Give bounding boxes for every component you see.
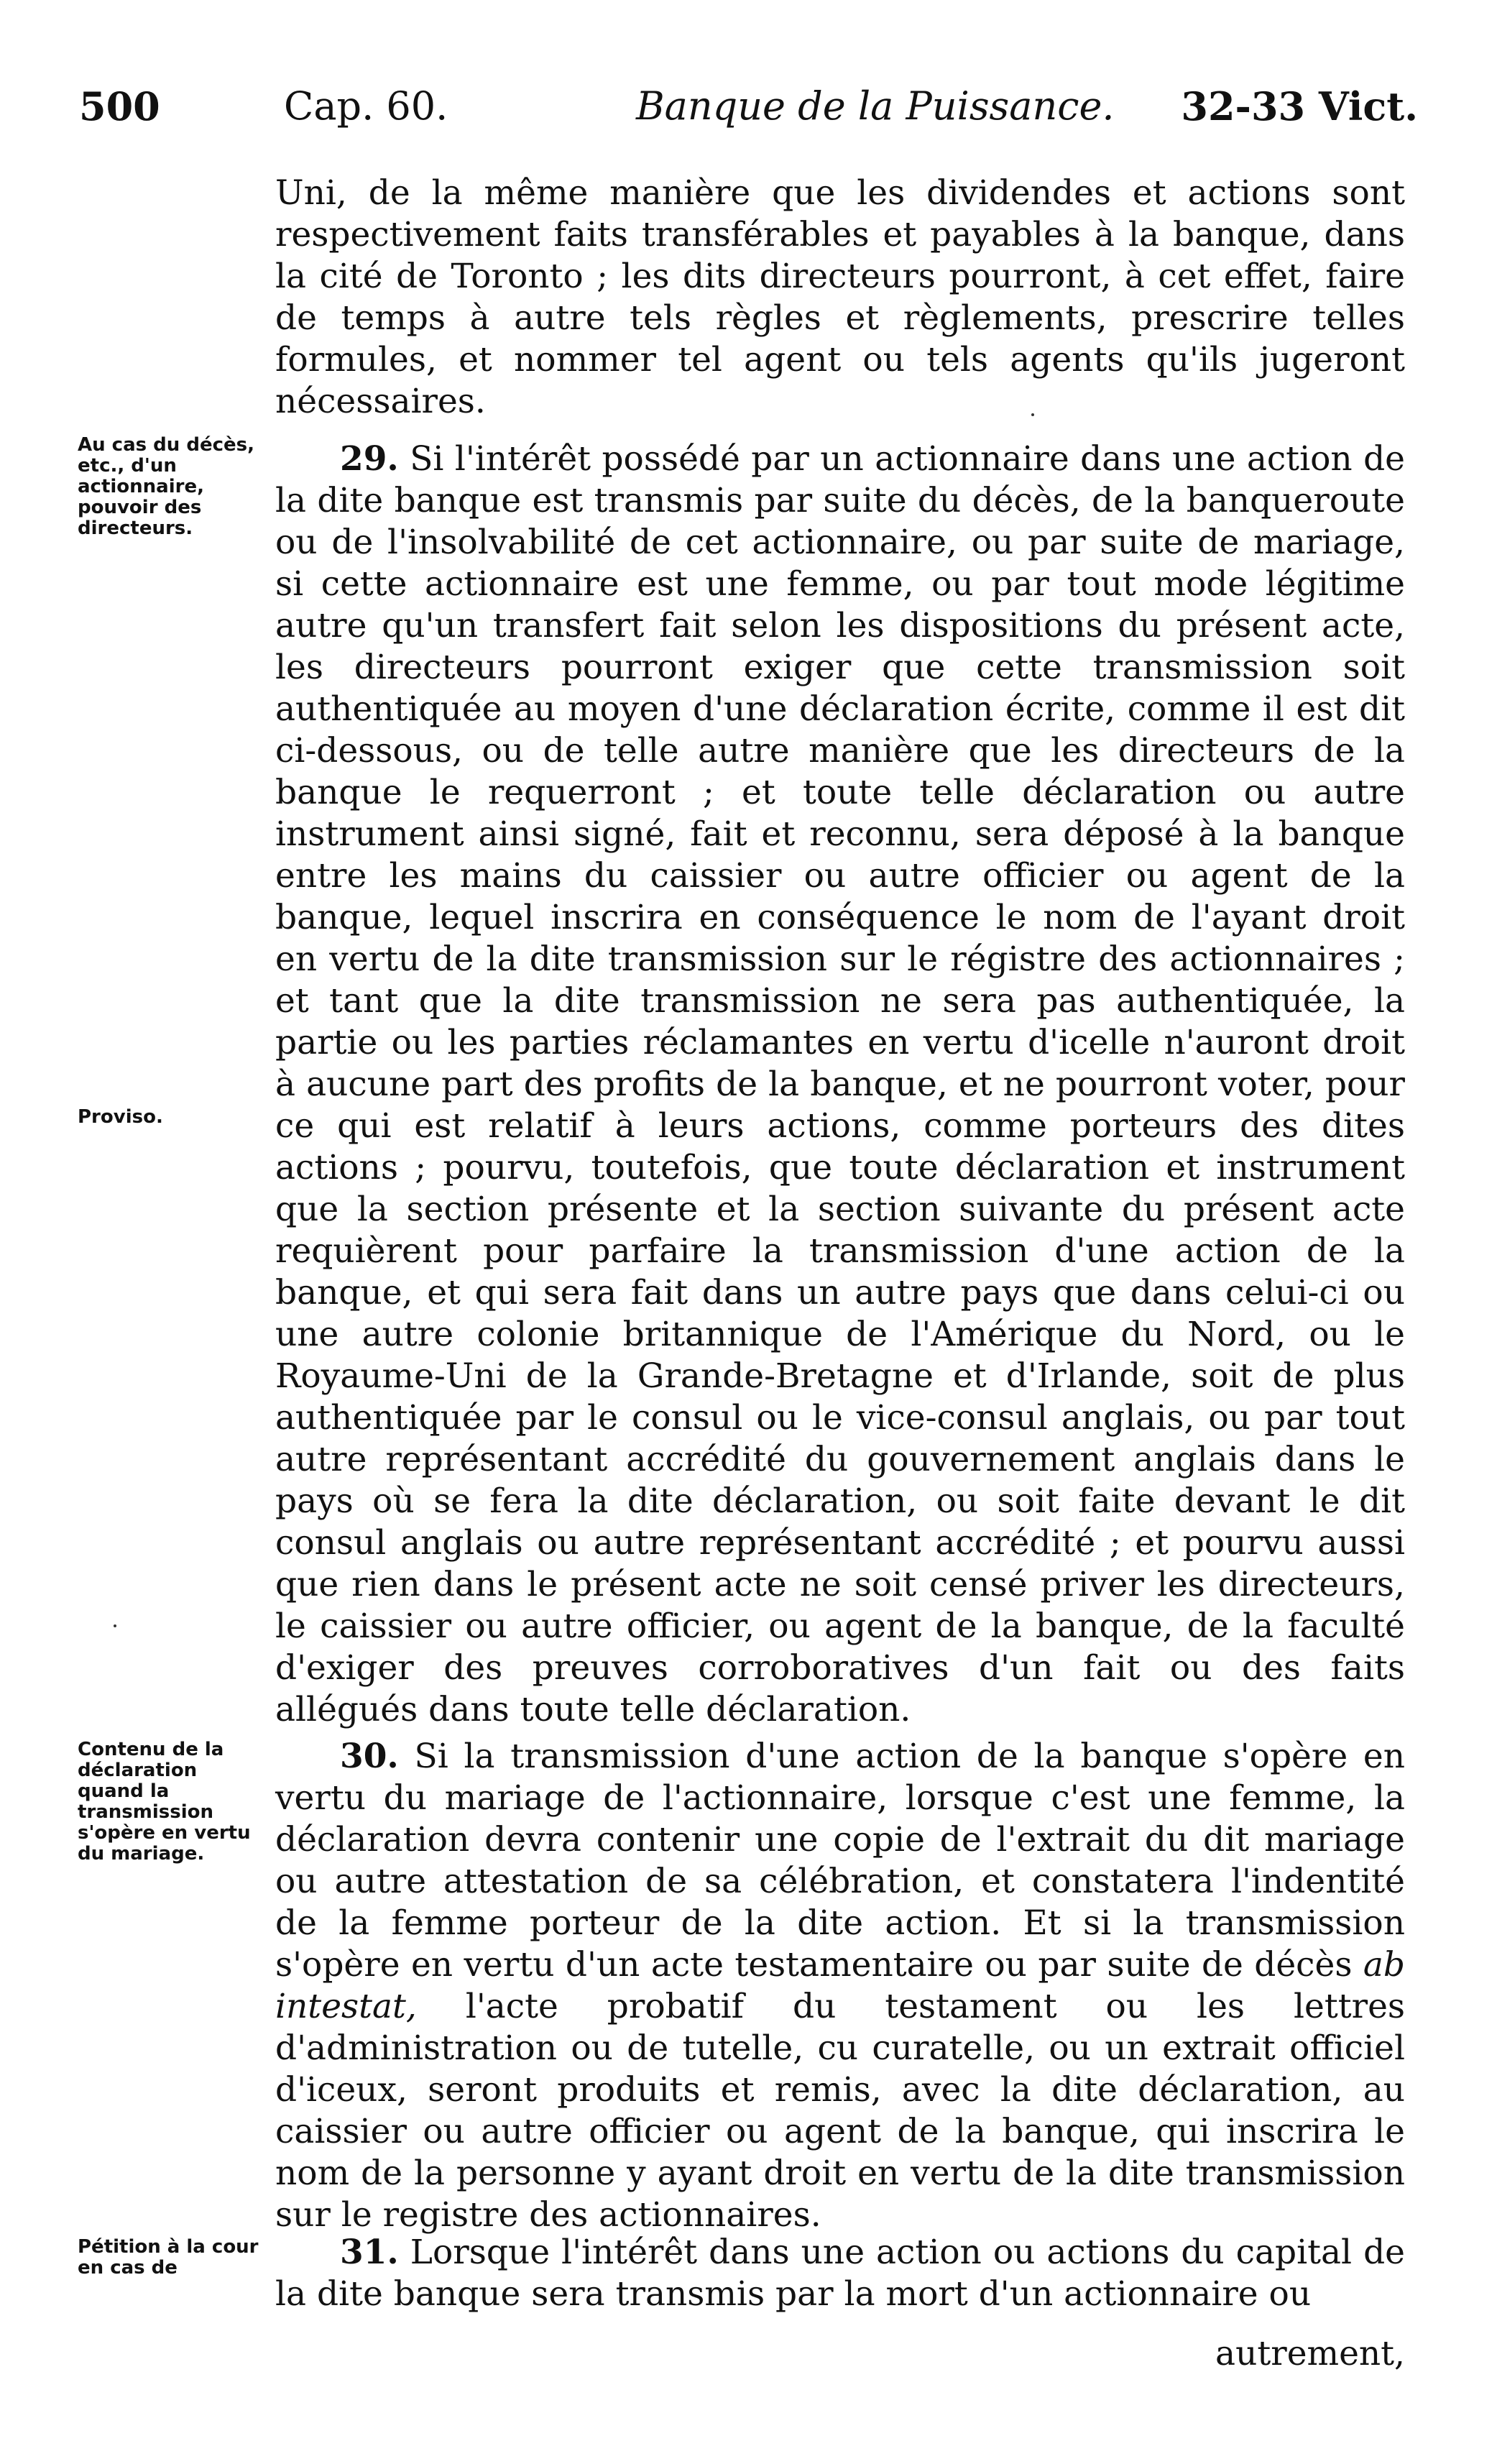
section-30-text-b: l'acte probatif du testament ou les lettres d'administration ou de tutelle, cu curatelle, ou un extrait officiel d'iceux, seront produits et remis, avec la dite déclaration, au caissier ou autre officier ou agent de la banque, qui inscrira le nom de la personne y ayant droit en vertu de la dite transmission sur le registre des actionnaires. [275, 1987, 1405, 2235]
section-29-number: 29. [340, 439, 399, 479]
section-30-italic-phrase: ab intestat, [275, 1945, 1405, 2026]
section-29-paragraph [275, 438, 1405, 1731]
margin-note-section-29: Au cas du décès, etc., d'un actionnaire, pouvoir des directeurs. [78, 434, 254, 539]
section-31-number: 31. [340, 2233, 399, 2272]
chapter-label: Cap. 60. [284, 83, 448, 129]
section-29-text: Si l'intérêt possédé par un actionnaire dans une action de la dite banque est transmis par suite du décès, de la banqueroute ou de l'insolvabilité de cet actionnaire, ou par suite de mariage, si cette actionnaire est une femme, ou par tout mode légitime autre qu'un transfert fait selon les dispositions du présent acte, les directeurs pourront exiger que cette transmission soit authentiquée au moyen d'une déclaration écrite, comme il est dit ci-dessous, ou de telle autre manière que les directeurs de la banque le requerront ; et toute telle déclaration ou autre instrument ainsi signé, fait et reconnu, sera déposé à la banque entre les mains du caissier ou autre officier ou agent de la banque, lequel inscrira en conséquence le nom de l'ayant droit en vertu de la dite transmission sur le régistre des actionnaires ; et tant que la dite transmission ne sera pas authentiquée, la partie ou les parties réclamantes en vertu d'icelle n'auront droit à aucune part des profits de la banque, et ne pourront voter, pour ce qui est relatif à leurs actions, comme porteurs des dites actions ; pourvu, toutefois, que toute déclaration et instrument que la section présente et la section suivante du présent acte requièrent pour parfaire la transmission d'une action de la banque, et qui sera fait dans un autre pays que dans celui-ci ou une autre colonie britannique de l'Amérique du Nord, ou le Royaume-Uni de la Grande-Bretagne et d'Irlande, soit de plus authentiquée par le consul ou le vice-consul anglais, ou par tout autre représentant accrédité du gouvernement anglais dans le pays où se fera la dite déclaration, ou soit faite devant le dit consul anglais ou autre représentant accrédité ; et pourvu aussi que rien dans le présent acte ne soit censé priver les directeurs, le caissier ou autre officier, ou agent de la banque, de la faculté d'exiger des preuves corroboratives d'un fait ou des faits allégués dans toute telle déclaration. [275, 439, 1406, 1729]
running-title: Banque de la Puissance. [636, 83, 1115, 129]
section-30-paragraph [275, 1736, 1405, 2236]
margin-speck [114, 1624, 116, 1627]
section-31-paragraph [275, 2232, 1405, 2315]
margin-note-section-31: Pétition à la cour en cas de [78, 2236, 259, 2279]
ink-speck [1031, 413, 1034, 416]
margin-note-proviso: Proviso. [78, 1106, 163, 1128]
continuation-paragraph: Uni, de la même manière que les dividendes et actions sont respectivement faits transférables et payables à la banque, dans la cité de Toronto ; les dits directeurs pourront, à cet effet, faire de temps à autre tels règles et règlements, prescrire telles formules, et nommer tel agent ou tels agents qu'ils jugeront nécessaires. [275, 173, 1405, 421]
section-30-number: 30. [340, 1737, 399, 1776]
section-31-text: Lorsque l'intérêt dans une action ou actions du capital de la dite banque sera transmis par la mort d'un actionnaire ou [275, 2233, 1405, 2314]
regnal-year: 32-33 Vict. [1181, 83, 1418, 129]
page-number: 500 [79, 83, 160, 129]
catchword: autrement, [1215, 2334, 1405, 2373]
section-30-text-a: Si la transmission d'une action de la banque s'opère en vertu du mariage de l'actionnaire, lorsque c'est une femme, la déclaration devra contenir une copie de l'extrait du dit mariage ou autre attestation de sa célébration, et constatera l'indentité de la femme porteur de la dite action. Et si la transmission s'opère en vertu d'un acte testamentaire ou par suite de décès [275, 1737, 1405, 1985]
margin-note-section-30: Contenu de la déclaration quand la transmission s'opère en vertu du mariage. [78, 1739, 251, 1865]
